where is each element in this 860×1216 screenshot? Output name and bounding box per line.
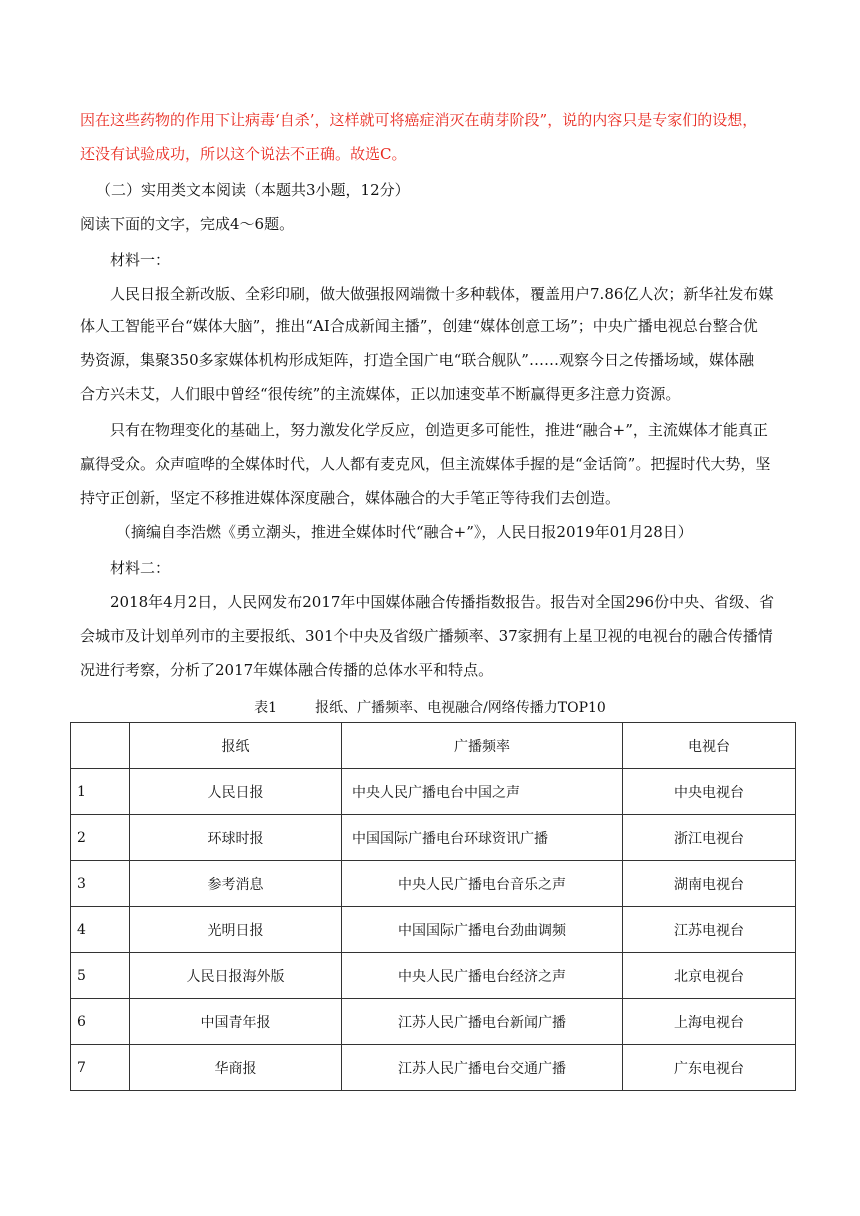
table-row — [71, 1045, 796, 1091]
ranking-table — [70, 722, 796, 1091]
material-1-p1-line-3: 势资源，集聚350多家媒体机构形成矩阵，打造全国广电“联合舰队”……观察今日之传播场域，媒体融 — [80, 351, 754, 369]
answer-line-2: 还没有试验成功，所以这个说法不正确。故选C。 — [80, 145, 407, 163]
table-caption-title: 报纸、广播频率、电视融合/网络传播力TOP10 — [315, 700, 606, 716]
material-2-p1-line-2: 会城市及计划单列市的主要报纸、301个中央及省级广播频率、37家拥有上星卫视的电视台的融合传播情 — [80, 627, 773, 645]
radio-cell: 中国国际广播电台环球资讯广播 — [342, 815, 623, 861]
header-rank — [71, 723, 130, 769]
newspaper-cell: 人民日报海外版 — [130, 953, 342, 999]
radio-cell: 中央人民广播电台经济之声 — [342, 953, 623, 999]
tv-cell: 广东电视台 — [623, 1045, 796, 1091]
rank-cell: 2 — [71, 815, 130, 861]
answer-line-1: 因在这些药物的作用下让病毒‘自杀’，这样就可将癌症消灭在萌芽阶段”，说的内容只是专家们的设想， — [80, 111, 758, 129]
radio-cell: 江苏人民广播电台新闻广播 — [342, 999, 623, 1045]
material-2-p1-line-3: 况进行考察，分析了2017年媒体融合传播的总体水平和特点。 — [80, 661, 494, 679]
rank-cell: 4 — [71, 907, 130, 953]
table-header-row — [71, 723, 796, 769]
table-row — [71, 907, 796, 953]
radio-cell: 中央人民广播电台中国之声 — [342, 769, 623, 815]
radio-cell: 中央人民广播电台音乐之声 — [342, 861, 623, 907]
radio-cell: 江苏人民广播电台交通广播 — [342, 1045, 623, 1091]
table-row — [71, 815, 796, 861]
table-caption-number: 表1 — [254, 700, 278, 716]
rank-cell: 1 — [71, 769, 130, 815]
material-1-p2-line-1: 只有在物理变化的基础上，努力激发化学反应，创造更多可能性，推进“融合+”，主流媒体才能真正 — [110, 421, 768, 439]
table-row — [71, 769, 796, 815]
material-1-p2-line-2: 赢得受众。众声喧哗的全媒体时代，人人都有麦克风，但主流媒体手握的是“金话筒”。把握时代大势，坚 — [80, 455, 771, 473]
newspaper-cell: 光明日报 — [130, 907, 342, 953]
table-row — [71, 861, 796, 907]
tv-cell: 中央电视台 — [623, 769, 796, 815]
newspaper-cell: 人民日报 — [130, 769, 342, 815]
rank-cell: 7 — [71, 1045, 130, 1091]
tv-cell: 湖南电视台 — [623, 861, 796, 907]
newspaper-cell: 参考消息 — [130, 861, 342, 907]
material-1-label: 材料一： — [110, 251, 171, 269]
material-1-p1-line-1: 人民日报全新改版、全彩印刷，做大做强报网端微十多种载体，覆盖用户7.86亿人次；新华社发布媒 — [110, 285, 774, 303]
material-1-p1-line-2: 体人工智能平台“媒体大脑”，推出“AI合成新闻主播”，创建“媒体创意工场”；中央广播电视总台整合优 — [80, 317, 758, 335]
header-tv: 电视台 — [623, 723, 796, 769]
rank-cell: 3 — [71, 861, 130, 907]
newspaper-cell: 华商报 — [130, 1045, 342, 1091]
rank-cell: 5 — [71, 953, 130, 999]
table-row — [71, 999, 796, 1045]
radio-cell: 中国国际广播电台劲曲调频 — [342, 907, 623, 953]
material-1-p2-line-3: 持守正创新，坚定不移推进媒体深度融合，媒体融合的大手笔正等待我们去创造。 — [80, 489, 621, 507]
header-newspaper: 报纸 — [130, 723, 342, 769]
tv-cell: 浙江电视台 — [623, 815, 796, 861]
instruction: 阅读下面的文字，完成4～6题。 — [80, 215, 295, 233]
material-2-label: 材料二： — [110, 559, 171, 577]
table-row — [71, 953, 796, 999]
tv-cell: 北京电视台 — [623, 953, 796, 999]
tv-cell: 上海电视台 — [623, 999, 796, 1045]
header-radio: 广播频率 — [342, 723, 623, 769]
newspaper-cell: 中国青年报 — [130, 999, 342, 1045]
material-1-source: （摘编自李浩燃《勇立潮头，推进全媒体时代“融合+”》，人民日报2019年01月28日） — [116, 523, 693, 541]
rank-cell: 6 — [71, 999, 130, 1045]
material-1-p1-line-4: 合方兴未艾，人们眼中曾经“很传统”的主流媒体，正以加速变革不断赢得更多注意力资源。 — [80, 385, 681, 403]
material-2-p1-line-1: 2018年4月2日，人民网发布2017年中国媒体融合传播指数报告。报告对全国296份中央、省级、省 — [110, 593, 775, 611]
tv-cell: 江苏电视台 — [623, 907, 796, 953]
table-caption — [0, 697, 860, 717]
newspaper-cell: 环球时报 — [130, 815, 342, 861]
section-heading: （二）实用类文本阅读（本题共3小题，12分） — [96, 181, 410, 199]
